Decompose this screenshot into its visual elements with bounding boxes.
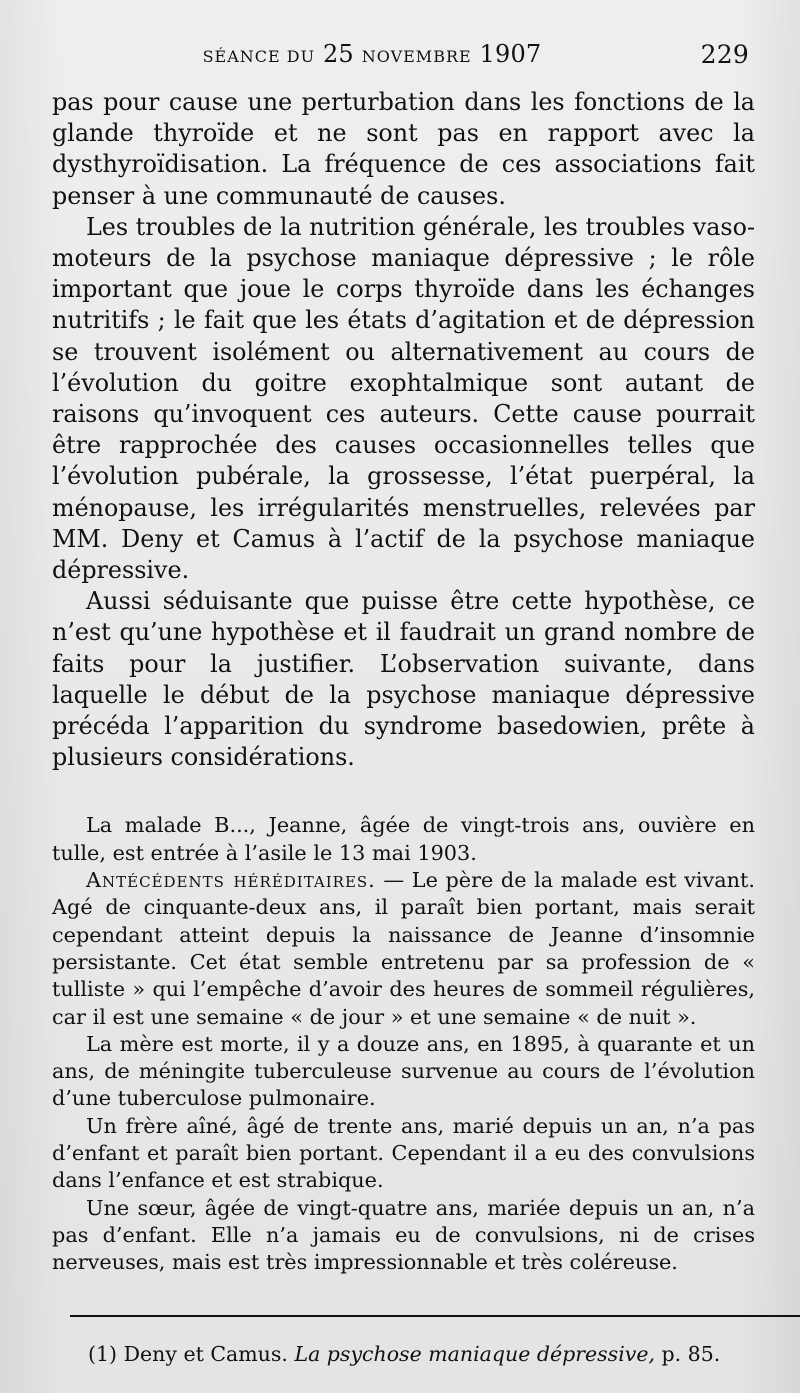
paragraph-causes: Les troubles de la nutrition générale, les troubles vaso-moteurs de la psychose maniaque dépressive ; le rôle important que joue le corps thyroïde dans les échanges nutritifs ; le fait que les états d’agitation et de dépression se trouvent isolément ou alternativement au cours de l’évolution du goitre exophtalmique sont autant de raisons qu’invoquent ces auteurs. Cette cause pourrait être rapprochée des causes occasionnelles telles que l’évolution pubérale, la grossesse, l’état puerpéral, la ménopause, les irrégularités menstruelles, relevées par MM. Deny et Camus à l’actif de la psychose maniaque dépressive. — [52, 212, 755, 585]
case-family-history — [52, 867, 755, 1031]
year-label: 1907 — [479, 40, 542, 68]
case-report — [52, 812, 755, 1276]
session-label: SÉANCE DU — [202, 47, 316, 66]
session-date-header — [192, 40, 552, 68]
paragraph-continuation: pas pour cause une perturbation dans les fonctions de la glande thyroïde et ne sont pas en rapport avec la dysthyroïdisation. La fréquence de ces associations fait penser à une communauté de causes. — [52, 88, 755, 210]
mother-history: La mère est morte, il y a douze ans, en 1895, à quarante et un ans, de méningite tuberculeuse survenue au cours de l’évolution d’une tuberculose pulmonaire. — [52, 1031, 755, 1111]
footnote-rule — [70, 1315, 800, 1317]
sister-history: Une sœur, âgée de vingt-quatre ans, mariée depuis un an, n’a pas d’enfant. Elle n’a jamais eu de convulsions, ni de crises nerveuses, mais est très impressionnable et très coléreuse. — [52, 1195, 755, 1275]
section-heading: Antécédents héréditaires. — [86, 868, 376, 893]
footnote — [88, 1341, 755, 1367]
running-header — [52, 33, 755, 75]
footnote-authors: Deny et Camus. — [123, 1341, 288, 1366]
paragraph-hypothesis: Aussi séduisante que puisse être cette hypothèse, ce n’est qu’une hypothèse et il faudrait un grand nombre de faits pour la justifier. L’observation suivante, dans laquelle le début de la psychose maniaque dépressive précéda l’apparition du syndrome basedowien, prête à plusieurs considérations. — [52, 587, 755, 772]
father-history: — Le père de la malade est vivant. Agé de cinquante-deux ans, il paraît bien portant, mais serait cependant atteint depuis la naissance de Jeanne d’insomnie persistante. Cet état semble entretenu par sa profession de « tulliste » qui l’empêche d’avoir des heures de sommeil régulières, car il est une semaine « de jour » et une semaine « de nuit ». — [52, 868, 755, 1029]
case-opening: La malade B..., Jeanne, âgée de vingt-trois ans, ouvière en tulle, est entrée à l’asile le 13 mai 1903. — [52, 813, 755, 865]
footnote-page: p. 85. — [661, 1341, 721, 1366]
footnote-marker: (1) — [88, 1341, 118, 1366]
date-number: 25 — [322, 40, 354, 68]
footnote-title: La psychose maniaque dépressive, — [294, 1341, 655, 1366]
brother-history: Un frère aîné, âgé de trente ans, marié depuis un an, n’a pas d’enfant et paraît bien portant. Cependant il a eu des convulsions dans l’enfance et est strabique. — [52, 1113, 755, 1193]
main-text — [52, 87, 755, 773]
month-label: NOVEMBRE — [361, 47, 472, 66]
page-number: 229 — [700, 39, 749, 69]
